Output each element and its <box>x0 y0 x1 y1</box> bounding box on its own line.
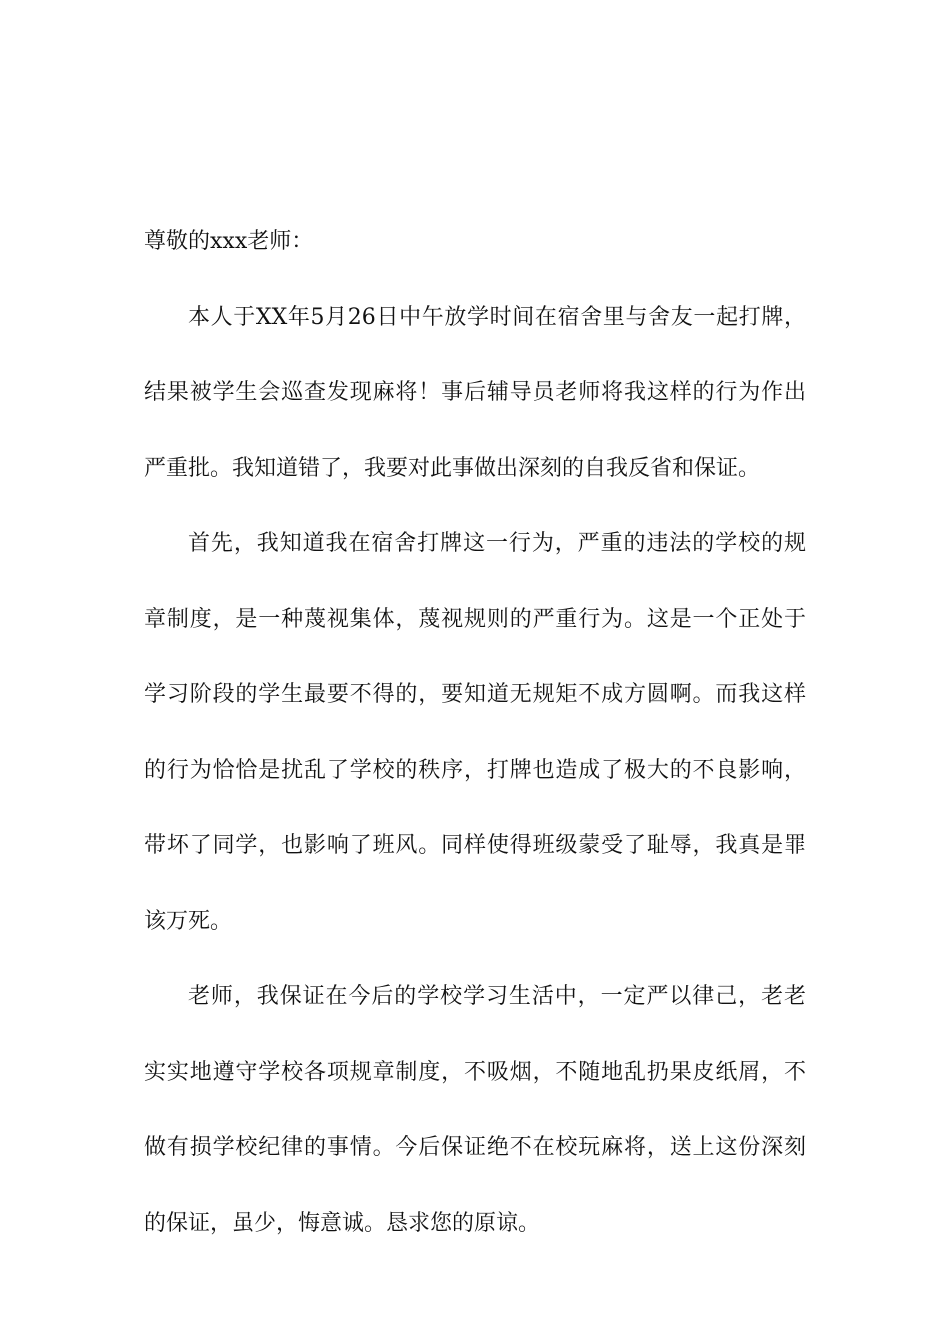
letter-body <box>144 204 806 1261</box>
paragraph-3-line-2: 实实地遵守学校各项规章制度，不吸烟，不随地乱扔果皮纸屑，不 <box>144 1059 806 1085</box>
paragraph-2-line-5: 带坏了同学，也影响了班风。同样使得班级蒙受了耻辱，我真是罪 <box>144 833 806 858</box>
paragraph-1-line-2: 结果被学生会巡查发现麻将！事后辅导员老师将我这样的行为作出 <box>144 380 806 405</box>
greeting-line: 尊敬的xxx老师： <box>144 229 314 254</box>
paragraph-1-line-1: 本人于XX年5月26日中午放学时间在宿舍里与舍友一起打牌， <box>188 304 806 330</box>
paragraph-3-line-4: 的保证，虽少，悔意诚。恳求您的原谅。 <box>144 1210 541 1236</box>
paragraph-2-line-4: 的行为恰恰是扰乱了学校的秩序，打牌也造成了极大的不良影响， <box>144 757 806 783</box>
paragraph-3-line-3: 做有损学校纪律的事情。今后保证绝不在校玩麻将，送上这份深刻 <box>144 1135 806 1160</box>
paragraph-2-line-2: 章制度，是一种蔑视集体，蔑视规则的严重行为。这是一个正处于 <box>144 606 806 632</box>
paragraph-2-line-1: 首先，我知道我在宿舍打牌这一行为，严重的违法的学校的规 <box>188 531 806 556</box>
paragraph-2-line-6: 该万死。 <box>144 908 233 934</box>
paragraph-2-line-3: 学习阶段的学生最要不得的，要知道无规矩不成方圆啊。而我这样 <box>144 682 806 707</box>
paragraph-3-line-1: 老师，我保证在今后的学校学习生活中，一定严以律己，老老 <box>188 984 806 1009</box>
paragraph-1-line-3: 严重批。我知道错了，我要对此事做出深刻的自我反省和保证。 <box>144 455 761 481</box>
